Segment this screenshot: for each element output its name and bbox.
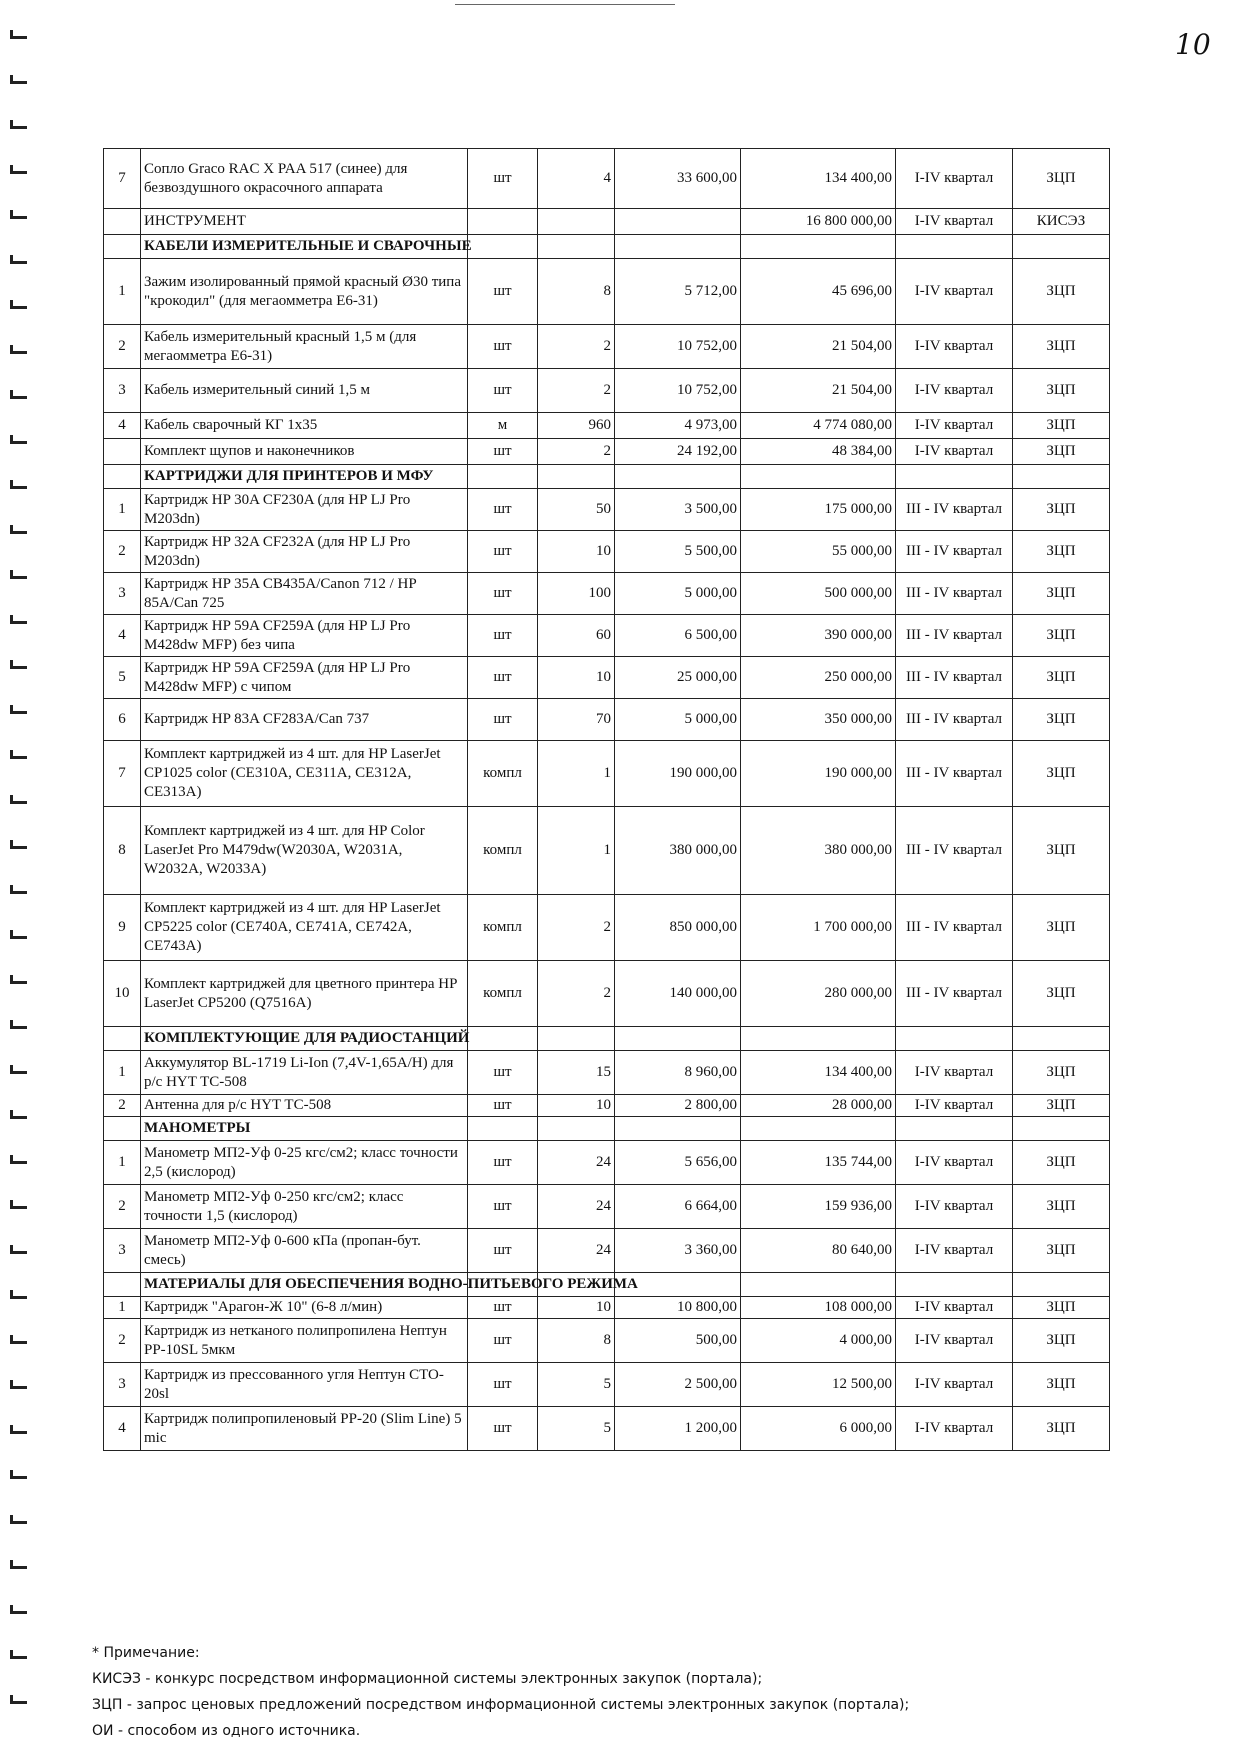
cell-empty (615, 1117, 741, 1141)
cell-empty (538, 465, 615, 489)
cell-name: Аккумулятор BL-1719 Li-Ion (7,4V-1,65A/H) для р/с HYT TC-508 (141, 1051, 468, 1095)
cell-qty: 2 (538, 961, 615, 1027)
note-oi: ОИ - способом из одного источника. (92, 1723, 361, 1739)
cell-period: I-IV квартал (896, 149, 1013, 209)
cell-method: ЗЦП (1013, 573, 1110, 615)
cell-method: ЗЦП (1013, 369, 1110, 413)
cell-name: ИНСТРУМЕНТ (141, 209, 468, 235)
cell-qty: 15 (538, 1051, 615, 1095)
cell-qty: 50 (538, 489, 615, 531)
cell-num: 7 (104, 741, 141, 807)
table-row (104, 413, 1110, 439)
cell-price (615, 209, 741, 235)
cell-name: Картридж HP 35A CB435A/Canon 712 / HP 85A/Can 725 (141, 573, 468, 615)
cell-name: Сопло Graco RAC X PAA 517 (синее) для безвоздушного окрасочного аппарата (141, 149, 468, 209)
cell-name: Зажим изолированный прямой красный Ø30 типа "крокодил" (для мегаомметра Е6-31) (141, 259, 468, 325)
cell-method: ЗЦП (1013, 531, 1110, 573)
cell-qty: 4 (538, 149, 615, 209)
cell-qty: 2 (538, 439, 615, 465)
section-row (104, 465, 1110, 489)
cell-unit: шт (468, 369, 538, 413)
cell-qty: 24 (538, 1229, 615, 1273)
cell-name: Комплект картриджей из 4 шт. для HP LaserJet CP1025 color (CE310A, CE311A, CE312A, CE313A) (141, 741, 468, 807)
cell-method: ЗЦП (1013, 1141, 1110, 1185)
table-row (104, 1095, 1110, 1117)
note-kisez: КИСЭЗ - конкурс посредством информационной системы электронных закупок (портала); (92, 1671, 763, 1687)
cell-unit: компл (468, 741, 538, 807)
cell-price: 8 960,00 (615, 1051, 741, 1095)
cell-empty (741, 1117, 896, 1141)
cell-qty (538, 209, 615, 235)
cell-unit: компл (468, 807, 538, 895)
cell-name: Картридж HP 59A CF259A (для HP LJ Pro M428dw MFP) без чипа (141, 615, 468, 657)
cell-empty (741, 1027, 896, 1051)
cell-num: 3 (104, 1363, 141, 1407)
cell-empty (741, 465, 896, 489)
cell-method: ЗЦП (1013, 741, 1110, 807)
cell-num: 2 (104, 1319, 141, 1363)
cell-num: 9 (104, 895, 141, 961)
cell-qty: 960 (538, 413, 615, 439)
cell-name: Кабель измерительный синий 1,5 м (141, 369, 468, 413)
cell-num (104, 209, 141, 235)
cell-period: III - IV квартал (896, 741, 1013, 807)
cell-method: ЗЦП (1013, 149, 1110, 209)
cell-empty (896, 1027, 1013, 1051)
cell-method: ЗЦП (1013, 489, 1110, 531)
cell-unit: компл (468, 895, 538, 961)
cell-total: 55 000,00 (741, 531, 896, 573)
cell-name: Манометр МП2-Уф 0-25 кгс/см2; класс точности 2,5 (кислород) (141, 1141, 468, 1185)
cell-method: ЗЦП (1013, 1185, 1110, 1229)
cell-method: ЗЦП (1013, 1407, 1110, 1451)
cell-price: 5 000,00 (615, 699, 741, 741)
section-row (104, 1117, 1110, 1141)
cell-price: 33 600,00 (615, 149, 741, 209)
cell-unit: шт (468, 149, 538, 209)
cell-qty: 5 (538, 1407, 615, 1451)
section-title: МАНОМЕТРЫ (141, 1117, 468, 1141)
table-row (104, 741, 1110, 807)
cell-empty (538, 1117, 615, 1141)
cell-unit: шт (468, 1185, 538, 1229)
cell-period: I-IV квартал (896, 1185, 1013, 1229)
top-rule (455, 4, 675, 5)
cell-num (104, 235, 141, 259)
cell-name: Картридж полипропиленовый PP-20 (Slim Line) 5 mic (141, 1407, 468, 1451)
cell-total: 48 384,00 (741, 439, 896, 465)
cell-price: 190 000,00 (615, 741, 741, 807)
section-title: МАТЕРИАЛЫ ДЛЯ ОБЕСПЕЧЕНИЯ ВОДНО-ПИТЬЕВОГО РЕЖИМА (141, 1273, 468, 1297)
cell-name: Кабель сварочный КГ 1х35 (141, 413, 468, 439)
cell-price: 2 800,00 (615, 1095, 741, 1117)
cell-num: 3 (104, 369, 141, 413)
cell-empty (615, 1027, 741, 1051)
cell-qty: 24 (538, 1185, 615, 1229)
table-row (104, 259, 1110, 325)
cell-method: ЗЦП (1013, 325, 1110, 369)
cell-empty (741, 235, 896, 259)
cell-price: 380 000,00 (615, 807, 741, 895)
cell-name: Манометр МП2-Уф 0-250 кгс/см2; класс точности 1,5 (кислород) (141, 1185, 468, 1229)
cell-method: ЗЦП (1013, 259, 1110, 325)
cell-name: Комплект картриджей из 4 шт. для HP Color LaserJet Pro M479dw(W2030A, W2031A, W2032A, W2033A) (141, 807, 468, 895)
table-row (104, 1185, 1110, 1229)
table-row (104, 531, 1110, 573)
cell-period: III - IV квартал (896, 807, 1013, 895)
cell-unit: шт (468, 1051, 538, 1095)
cell-qty: 2 (538, 895, 615, 961)
cell-method: ЗЦП (1013, 1319, 1110, 1363)
cell-name: Картридж HP 83A CF283A/Can 737 (141, 699, 468, 741)
cell-method: ЗЦП (1013, 615, 1110, 657)
page-number: 10 (1175, 28, 1211, 61)
cell-period: III - IV квартал (896, 573, 1013, 615)
cell-method: ЗЦП (1013, 1095, 1110, 1117)
cell-name: Картридж "Арагон-Ж 10" (6-8 л/мин) (141, 1297, 468, 1319)
cell-unit: шт (468, 1363, 538, 1407)
cell-unit: компл (468, 961, 538, 1027)
section-title: КАРТРИДЖИ ДЛЯ ПРИНТЕРОВ И МФУ (141, 465, 468, 489)
cell-unit: м (468, 413, 538, 439)
cell-total: 190 000,00 (741, 741, 896, 807)
cell-total: 12 500,00 (741, 1363, 896, 1407)
cell-total: 280 000,00 (741, 961, 896, 1027)
cell-num: 1 (104, 1141, 141, 1185)
cell-name: Антенна для р/с HYT TC-508 (141, 1095, 468, 1117)
cell-empty (1013, 465, 1110, 489)
cell-qty: 10 (538, 531, 615, 573)
cell-empty (538, 235, 615, 259)
cell-price: 2 500,00 (615, 1363, 741, 1407)
cell-period: I-IV квартал (896, 1095, 1013, 1117)
cell-qty: 1 (538, 741, 615, 807)
cell-name: Комплект картриджей из 4 шт. для HP LaserJet CP5225 color (CE740A, CE741A, CE742A, CE743A) (141, 895, 468, 961)
cell-unit (468, 209, 538, 235)
cell-num: 1 (104, 489, 141, 531)
cell-qty: 2 (538, 369, 615, 413)
cell-method: ЗЦП (1013, 1363, 1110, 1407)
cell-empty (1013, 1027, 1110, 1051)
procurement-table (103, 148, 1110, 1451)
cell-qty: 1 (538, 807, 615, 895)
section-title: КАБЕЛИ ИЗМЕРИТЕЛЬНЫЕ И СВАРОЧНЫЕ (141, 235, 468, 259)
cell-num (104, 1117, 141, 1141)
cell-num: 3 (104, 573, 141, 615)
cell-period: I-IV квартал (896, 325, 1013, 369)
cell-num: 7 (104, 149, 141, 209)
cell-num: 2 (104, 1185, 141, 1229)
cell-period: I-IV квартал (896, 413, 1013, 439)
cell-name: Манометр МП2-Уф 0-600 кПа (пропан-бут. смесь) (141, 1229, 468, 1273)
cell-price: 5 656,00 (615, 1141, 741, 1185)
cell-period: I-IV квартал (896, 369, 1013, 413)
cell-unit: шт (468, 1141, 538, 1185)
cell-price: 3 360,00 (615, 1229, 741, 1273)
cell-num (104, 439, 141, 465)
cell-period: III - IV квартал (896, 895, 1013, 961)
cell-empty (468, 465, 538, 489)
cell-period: I-IV квартал (896, 1229, 1013, 1273)
cell-empty (896, 1117, 1013, 1141)
cell-unit: шт (468, 325, 538, 369)
cell-unit: шт (468, 1319, 538, 1363)
cell-period: I-IV квартал (896, 1363, 1013, 1407)
table-row (104, 1319, 1110, 1363)
cell-unit: шт (468, 699, 538, 741)
cell-num (104, 1273, 141, 1297)
cell-unit: шт (468, 489, 538, 531)
cell-total: 6 000,00 (741, 1407, 896, 1451)
cell-method: ЗЦП (1013, 413, 1110, 439)
cell-qty: 5 (538, 1363, 615, 1407)
cell-num: 4 (104, 413, 141, 439)
note-zcp: ЗЦП - запрос ценовых предложений посредством информационной системы электронных закупок (портала); (92, 1697, 910, 1713)
cell-unit: шт (468, 573, 538, 615)
cell-empty (896, 1273, 1013, 1297)
cell-price: 6 664,00 (615, 1185, 741, 1229)
cell-num: 1 (104, 1297, 141, 1319)
cell-total: 16 800 000,00 (741, 209, 896, 235)
cell-empty (741, 1273, 896, 1297)
table-row (104, 439, 1110, 465)
cell-qty: 8 (538, 259, 615, 325)
table-row (104, 1051, 1110, 1095)
cell-empty (896, 465, 1013, 489)
cell-num: 5 (104, 657, 141, 699)
binding-strip (0, 0, 42, 1754)
cell-total: 134 400,00 (741, 149, 896, 209)
cell-price: 4 973,00 (615, 413, 741, 439)
cell-empty (896, 235, 1013, 259)
cell-num: 10 (104, 961, 141, 1027)
table-row (104, 1363, 1110, 1407)
note-heading: * Примечание: (92, 1645, 200, 1661)
cell-method: ЗЦП (1013, 961, 1110, 1027)
cell-total: 28 000,00 (741, 1095, 896, 1117)
cell-price: 3 500,00 (615, 489, 741, 531)
cell-period: I-IV квартал (896, 1319, 1013, 1363)
cell-empty (468, 235, 538, 259)
cell-method: КИСЭЗ (1013, 209, 1110, 235)
notes-block (92, 1640, 1192, 1744)
cell-name: Картридж из прессованного угля Нептун CTO-20sl (141, 1363, 468, 1407)
section-row (104, 1273, 1110, 1297)
cell-num (104, 465, 141, 489)
cell-total: 175 000,00 (741, 489, 896, 531)
cell-method: ЗЦП (1013, 657, 1110, 699)
table-row (104, 1297, 1110, 1319)
cell-price: 500,00 (615, 1319, 741, 1363)
cell-qty: 10 (538, 1095, 615, 1117)
cell-num: 4 (104, 615, 141, 657)
table-row (104, 615, 1110, 657)
cell-total: 4 000,00 (741, 1319, 896, 1363)
cell-unit: шт (468, 531, 538, 573)
cell-name: Картридж HP 32A CF232A (для HP LJ Pro M203dn) (141, 531, 468, 573)
cell-price: 10 800,00 (615, 1297, 741, 1319)
table-row (104, 657, 1110, 699)
cell-num (104, 1027, 141, 1051)
cell-qty: 60 (538, 615, 615, 657)
cell-total: 159 936,00 (741, 1185, 896, 1229)
cell-name: Картридж HP 30A CF230A (для HP LJ Pro M203dn) (141, 489, 468, 531)
cell-unit: шт (468, 1095, 538, 1117)
cell-num: 6 (104, 699, 141, 741)
cell-empty (468, 1117, 538, 1141)
table-row (104, 369, 1110, 413)
cell-num: 8 (104, 807, 141, 895)
cell-empty (1013, 235, 1110, 259)
cell-price: 25 000,00 (615, 657, 741, 699)
table-row (104, 895, 1110, 961)
cell-period: I-IV квартал (896, 1051, 1013, 1095)
cell-total: 500 000,00 (741, 573, 896, 615)
table-row (104, 489, 1110, 531)
cell-price: 24 192,00 (615, 439, 741, 465)
table-row (104, 961, 1110, 1027)
cell-total: 21 504,00 (741, 369, 896, 413)
table-row (104, 1229, 1110, 1273)
cell-empty (538, 1027, 615, 1051)
section-row (104, 235, 1110, 259)
cell-period: III - IV квартал (896, 699, 1013, 741)
cell-method: ЗЦП (1013, 1297, 1110, 1319)
cell-unit: шт (468, 657, 538, 699)
cell-period: I-IV квартал (896, 259, 1013, 325)
cell-unit: шт (468, 615, 538, 657)
cell-method: ЗЦП (1013, 807, 1110, 895)
cell-empty (1013, 1273, 1110, 1297)
cell-name: Картридж из нетканого полипропилена Нептун PP-10SL 5мкм (141, 1319, 468, 1363)
cell-total: 380 000,00 (741, 807, 896, 895)
cell-qty: 10 (538, 1297, 615, 1319)
cell-unit: шт (468, 439, 538, 465)
cell-qty: 70 (538, 699, 615, 741)
cell-period: III - IV квартал (896, 489, 1013, 531)
table-row (104, 573, 1110, 615)
cell-period: III - IV квартал (896, 961, 1013, 1027)
cell-period: III - IV квартал (896, 531, 1013, 573)
cell-total: 4 774 080,00 (741, 413, 896, 439)
cell-price: 5 000,00 (615, 573, 741, 615)
cell-unit: шт (468, 1297, 538, 1319)
cell-period: I-IV квартал (896, 1407, 1013, 1451)
table-row (104, 149, 1110, 209)
cell-total: 21 504,00 (741, 325, 896, 369)
cell-name: Комплект картриджей для цветного принтера HP LaserJet CP5200 (Q7516A) (141, 961, 468, 1027)
cell-price: 6 500,00 (615, 615, 741, 657)
cell-qty: 100 (538, 573, 615, 615)
cell-num: 4 (104, 1407, 141, 1451)
cell-num: 1 (104, 259, 141, 325)
cell-empty (1013, 1117, 1110, 1141)
cell-price: 10 752,00 (615, 325, 741, 369)
cell-period: III - IV квартал (896, 657, 1013, 699)
cell-unit: шт (468, 1407, 538, 1451)
cell-price: 5 712,00 (615, 259, 741, 325)
cell-total: 350 000,00 (741, 699, 896, 741)
cell-qty: 10 (538, 657, 615, 699)
table-row (104, 325, 1110, 369)
cell-num: 2 (104, 1095, 141, 1117)
cell-method: ЗЦП (1013, 1051, 1110, 1095)
cell-total: 390 000,00 (741, 615, 896, 657)
cell-total: 250 000,00 (741, 657, 896, 699)
table-row (104, 209, 1110, 235)
cell-unit: шт (468, 259, 538, 325)
cell-empty (468, 1027, 538, 1051)
cell-total: 135 744,00 (741, 1141, 896, 1185)
cell-name: Кабель измерительный красный 1,5 м (для мегаомметра Е6-31) (141, 325, 468, 369)
cell-unit: шт (468, 1229, 538, 1273)
cell-empty (615, 465, 741, 489)
cell-total: 80 640,00 (741, 1229, 896, 1273)
cell-method: ЗЦП (1013, 1229, 1110, 1273)
cell-period: I-IV квартал (896, 209, 1013, 235)
cell-method: ЗЦП (1013, 895, 1110, 961)
section-row (104, 1027, 1110, 1051)
table-row (104, 1141, 1110, 1185)
cell-total: 45 696,00 (741, 259, 896, 325)
cell-total: 134 400,00 (741, 1051, 896, 1095)
cell-name: Картридж HP 59A CF259A (для HP LJ Pro M428dw MFP) с чипом (141, 657, 468, 699)
cell-total: 108 000,00 (741, 1297, 896, 1319)
cell-period: I-IV квартал (896, 439, 1013, 465)
cell-method: ЗЦП (1013, 699, 1110, 741)
cell-empty (615, 235, 741, 259)
cell-qty: 8 (538, 1319, 615, 1363)
cell-period: III - IV квартал (896, 615, 1013, 657)
cell-price: 5 500,00 (615, 531, 741, 573)
cell-name: Комплект щупов и наконечников (141, 439, 468, 465)
cell-method: ЗЦП (1013, 439, 1110, 465)
cell-period: I-IV квартал (896, 1297, 1013, 1319)
section-title: КОМПЛЕКТУЮЩИЕ ДЛЯ РАДИОСТАНЦИЙ (141, 1027, 468, 1051)
cell-num: 2 (104, 531, 141, 573)
cell-total: 1 700 000,00 (741, 895, 896, 961)
cell-price: 10 752,00 (615, 369, 741, 413)
cell-period: I-IV квартал (896, 1141, 1013, 1185)
cell-num: 1 (104, 1051, 141, 1095)
cell-price: 850 000,00 (615, 895, 741, 961)
table-row (104, 699, 1110, 741)
cell-price: 1 200,00 (615, 1407, 741, 1451)
cell-num: 3 (104, 1229, 141, 1273)
cell-price: 140 000,00 (615, 961, 741, 1027)
table-row (104, 807, 1110, 895)
table-row (104, 1407, 1110, 1451)
cell-qty: 2 (538, 325, 615, 369)
cell-qty: 24 (538, 1141, 615, 1185)
cell-num: 2 (104, 325, 141, 369)
